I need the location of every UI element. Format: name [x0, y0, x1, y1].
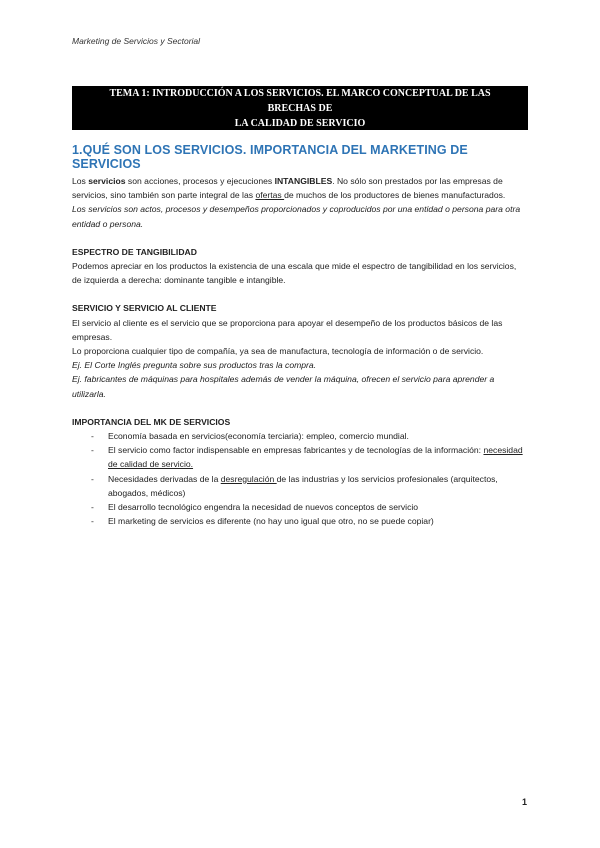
paragraph-servicio-cliente-1: El servicio al cliente es el servicio que se proporciona para apoyar el desempeño de los productos básicos de las empresas. — [72, 317, 503, 342]
list-item — [91, 443, 528, 471]
text-run: El servicio como factor indispensable en empresas fabricantes y de tecnologías de la información: — [108, 445, 484, 456]
subheading-espectro: ESPECTRO DE TANGIBILIDAD — [72, 246, 197, 257]
running-header: Marketing de Servicios y Sectorial — [72, 36, 201, 46]
document-body — [72, 140, 528, 528]
page-number: 1 — [521, 797, 527, 807]
text-run: Los — [72, 176, 89, 186]
list-item: - Economía basada en servicios(economía terciaria): empleo, comercio mundial. — [91, 429, 528, 443]
paragraph-servicio-cliente-2: Lo proporciona cualquier tipo de compañía, ya sea de manufactura, tecnología de información o de servicio. — [72, 346, 484, 357]
example-fabricantes: Ej. fabricantes de máquinas para hospitales además de vender la máquina, ofrecen el servicio para aprender a utilizarla. — [72, 374, 495, 399]
paragraph-espectro: Podemos apreciar en los productos la existencia de una escala que mide el espectro de tangibilidad en los servicios, de izquierda a derecha: dominante tangible e intangible. — [72, 261, 517, 286]
paragraph-italic-definition: Los servicios son actos, procesos y desempeños proporcionados y coproducidos por una entidad o persona para otra entidad o persona. — [72, 204, 521, 229]
section-heading: 1.QUÉ SON LOS SERVICIOS. IMPORTANCIA DEL MARKETING DE SERVICIOS — [72, 143, 468, 171]
paragraph-servicios-definition — [72, 174, 528, 202]
text-run: de muchos de los productores de bienes manufacturados. — [284, 190, 506, 201]
underlined-term: necesidad de calidad de servicio. — [108, 445, 523, 470]
chapter-title-line2: LA CALIDAD DE SERVICIO — [234, 117, 366, 129]
underlined-term: desregulación — [220, 473, 277, 484]
list-item — [91, 472, 528, 500]
list-item: - El marketing de servicios es diferente (no hay uno igual que otro, no se puede copiar) — [91, 514, 528, 528]
text-run: de las industrias y los servicios profesionales (arquitectos, abogados, médicos) — [108, 473, 498, 498]
text-run: son acciones, procesos y ejecuciones — [125, 176, 275, 186]
example-corte-ingles: Ej. El Corte Inglés pregunta sobre sus productos tras la compra. — [72, 360, 317, 371]
bold-term: servicios — [88, 176, 126, 186]
text-run: . No sólo son prestados por las empresas de servicios, sino también son parte integral de las — [72, 176, 503, 201]
subheading-importancia: IMPORTANCIA DEL MK DE SERVICIOS — [72, 416, 231, 427]
underlined-term: ofertas — [255, 190, 285, 201]
chapter-title — [86, 86, 514, 131]
subheading-servicio-cliente: SERVICIO Y SERVICIO AL CLIENTE — [72, 303, 217, 314]
chapter-title-line1: TEMA 1: INTRODUCCIÓN A LOS SERVICIOS. EL MARCO CONCEPTUAL DE LAS BRECHAS DE — [109, 87, 491, 114]
importancia-list — [72, 429, 528, 528]
bold-term: INTANGIBLES — [274, 176, 333, 186]
list-item: - El desarrollo tecnológico engendra la necesidad de nuevos conceptos de servicio — [91, 500, 528, 514]
text-run: Necesidades derivadas de la — [108, 473, 221, 484]
chapter-title-box — [72, 86, 528, 130]
